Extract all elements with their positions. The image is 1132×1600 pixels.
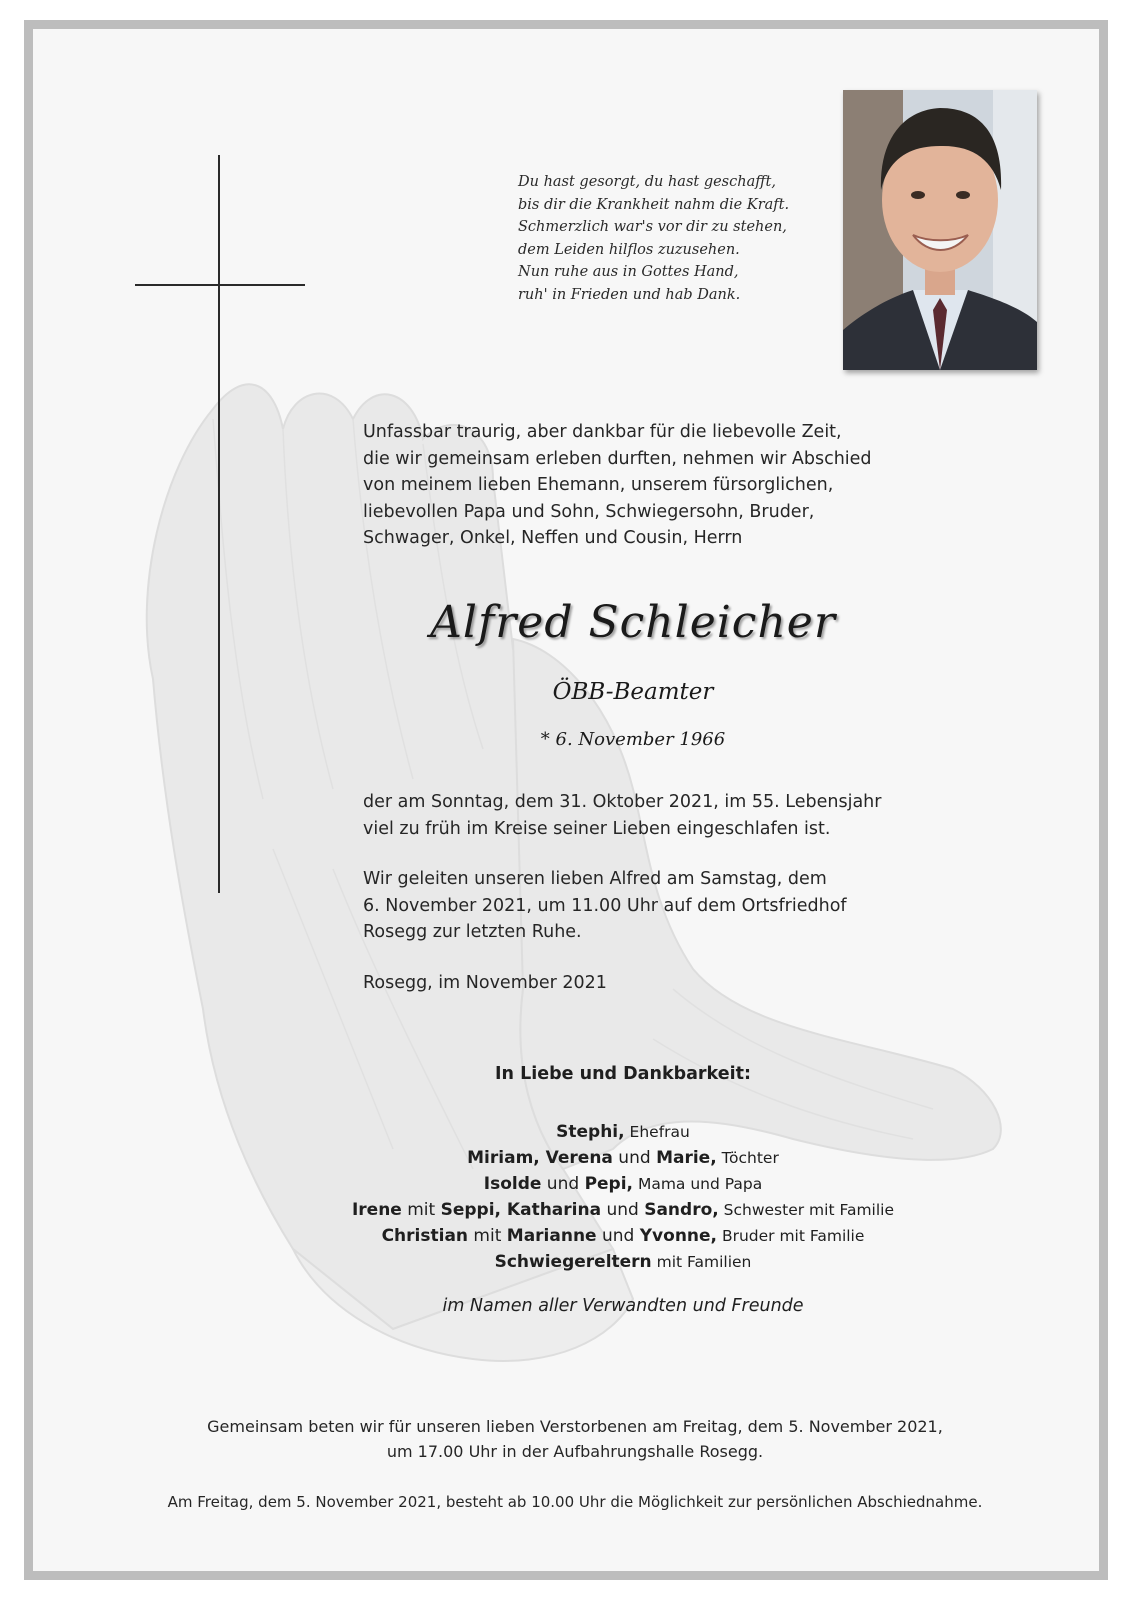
mourner-name: Yvonne,	[639, 1226, 718, 1246]
intro-line: von meinem lieben Ehemann, unserem fürsorglichen,	[363, 475, 834, 495]
funeral-line: 6. November 2021, um 11.00 Uhr auf dem Ortsfriedhof	[363, 895, 847, 916]
mourner-row	[223, 1223, 1023, 1249]
intro-text	[363, 419, 963, 552]
mourner-name: Irene	[351, 1200, 402, 1220]
mourner-relation: Schwester mit Familie	[718, 1201, 895, 1219]
mourner-name: Pepi,	[584, 1174, 634, 1194]
poem-line: bis dir die Krankheit nahm die Kraft.	[518, 196, 790, 213]
prayer-line: um 17.00 Uhr in der Aufbahrungshalle Rosegg.	[386, 1442, 764, 1461]
mourner-name: Marianne	[506, 1226, 597, 1246]
prayer-notice	[93, 1414, 1057, 1464]
mourner-row	[223, 1171, 1023, 1197]
connector-text: und	[612, 1148, 657, 1168]
memorial-poem	[518, 171, 808, 306]
portrait-photo	[843, 90, 1037, 370]
mourners-list	[223, 1119, 1023, 1275]
farewell-notice: Am Freitag, dem 5. November 2021, besteht ab 10.00 Uhr die Möglichkeit zur persönlichen Abschiednahme.	[167, 1493, 983, 1511]
poem-line: ruh' in Frieden und hab Dank.	[518, 286, 741, 303]
connector-text: und	[541, 1174, 585, 1194]
funeral-notice	[363, 866, 963, 946]
funeral-line: Wir geleiten unseren lieben Alfred am Samstag, dem	[363, 869, 827, 889]
poem-line: Schmerzlich war's vor dir zu stehen,	[518, 219, 787, 235]
deceased-name: Alfred Schleicher	[430, 597, 836, 648]
mourner-name: Sandro,	[644, 1200, 719, 1220]
funeral-line: Rosegg zur letzten Ruhe.	[363, 922, 582, 942]
cross-vertical-bar	[218, 155, 220, 893]
death-notice-line: der am Sonntag, dem 31. Oktober 2021, im 55. Lebensjahr	[363, 792, 882, 812]
poem-line: dem Leiden hilflos zuzusehen.	[518, 241, 740, 258]
connector-text: mit	[401, 1200, 441, 1220]
mourner-relation: Ehefrau	[624, 1123, 690, 1141]
mourner-row	[223, 1197, 1023, 1223]
mourner-row	[223, 1249, 1023, 1275]
mourner-relation: Töchter	[716, 1149, 779, 1167]
mourner-relation: Mama und Papa	[633, 1175, 763, 1193]
mourner-name: Schwiegereltern	[494, 1252, 652, 1272]
intro-line: Schwager, Onkel, Neffen und Cousin, Herrn	[363, 528, 743, 548]
mourner-name: Miriam, Verena	[467, 1148, 613, 1168]
mourner-name: Marie,	[656, 1148, 717, 1168]
mourner-name: Seppi, Katharina	[440, 1200, 602, 1220]
obituary-card	[24, 20, 1108, 1580]
mourner-row	[223, 1145, 1023, 1171]
deceased-title: ÖBB-Beamter	[552, 679, 714, 705]
closing-line: im Namen aller Verwandten und Freunde	[442, 1296, 804, 1316]
place-and-date: Rosegg, im November 2021	[363, 973, 607, 993]
connector-text: mit	[468, 1226, 507, 1246]
cross-horizontal-bar	[135, 284, 305, 286]
intro-line: die wir gemeinsam erleben durften, nehmen wir Abschied	[363, 448, 872, 469]
family-heading: In Liebe und Dankbarkeit:	[495, 1064, 751, 1084]
birth-date: * 6. November 1966	[540, 729, 726, 750]
mourner-relation: mit Familien	[651, 1253, 752, 1271]
intro-line: liebevollen Papa und Sohn, Schwiegersohn, Bruder,	[363, 501, 815, 522]
mourner-name: Stephi,	[556, 1122, 625, 1142]
intro-line: Unfassbar traurig, aber dankbar für die liebevolle Zeit,	[363, 422, 842, 442]
mourner-row	[223, 1119, 1023, 1145]
connector-text: und	[596, 1226, 640, 1246]
death-notice	[363, 789, 963, 842]
mourner-name: Christian	[381, 1226, 469, 1246]
mourner-relation: Bruder mit Familie	[717, 1227, 865, 1245]
connector-text: und	[601, 1200, 645, 1220]
mourner-name: Isolde	[483, 1174, 542, 1194]
death-notice-line: viel zu früh im Kreise seiner Lieben eingeschlafen ist.	[363, 818, 831, 839]
poem-line: Du hast gesorgt, du hast geschafft,	[518, 174, 776, 190]
poem-line: Nun ruhe aus in Gottes Hand,	[518, 264, 739, 280]
prayer-line: Gemeinsam beten wir für unseren lieben Verstorbenen am Freitag, dem 5. November 2021,	[207, 1417, 943, 1436]
